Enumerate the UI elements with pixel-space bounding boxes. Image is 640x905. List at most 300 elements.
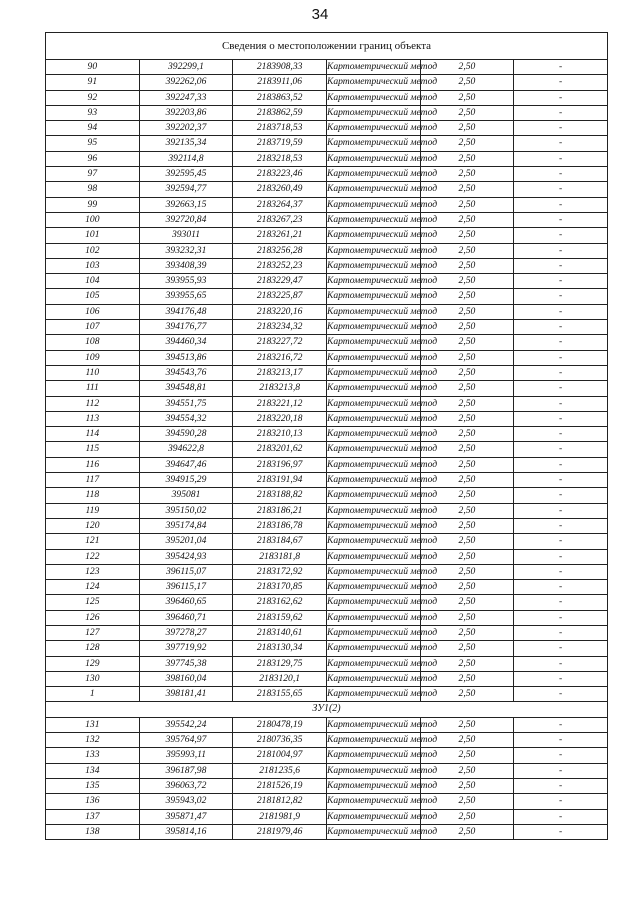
accuracy-cell: 2,50 bbox=[420, 381, 514, 396]
coord-x-cell: 394460,34 bbox=[139, 335, 233, 350]
table-row bbox=[46, 641, 608, 656]
table-row bbox=[46, 121, 608, 136]
coord-x-cell: 394176,48 bbox=[139, 304, 233, 319]
point-number-cell: 124 bbox=[46, 580, 140, 595]
point-number-cell: 111 bbox=[46, 381, 140, 396]
coord-y-cell: 2183229,47 bbox=[233, 274, 327, 289]
description-cell: - bbox=[514, 258, 608, 273]
description-cell: - bbox=[514, 381, 608, 396]
method-cell: Картометрический метод bbox=[326, 442, 420, 457]
point-number-cell: 126 bbox=[46, 610, 140, 625]
coord-y-cell: 2183162,62 bbox=[233, 595, 327, 610]
coord-y-cell: 2183181,8 bbox=[233, 549, 327, 564]
method-cell: Картометрический метод bbox=[326, 549, 420, 564]
point-number-cell: 90 bbox=[46, 60, 140, 75]
description-cell: - bbox=[514, 610, 608, 625]
description-cell: - bbox=[514, 625, 608, 640]
coord-x-cell: 396460,71 bbox=[139, 610, 233, 625]
description-cell: - bbox=[514, 564, 608, 579]
description-cell: - bbox=[514, 488, 608, 503]
coord-x-cell: 392595,45 bbox=[139, 167, 233, 182]
method-cell: Картометрический метод bbox=[326, 60, 420, 75]
point-number-cell: 122 bbox=[46, 549, 140, 564]
accuracy-cell: 2,50 bbox=[420, 197, 514, 212]
point-number-cell: 98 bbox=[46, 182, 140, 197]
description-cell: - bbox=[514, 595, 608, 610]
table-row bbox=[46, 564, 608, 579]
table-row bbox=[46, 595, 608, 610]
method-cell: Картометрический метод bbox=[326, 289, 420, 304]
table-row bbox=[46, 580, 608, 595]
coord-x-cell: 395943,02 bbox=[139, 794, 233, 809]
coord-x-cell: 393011 bbox=[139, 228, 233, 243]
method-cell: Картометрический метод bbox=[326, 151, 420, 166]
coord-x-cell: 392262,06 bbox=[139, 75, 233, 90]
coord-x-cell: 397719,92 bbox=[139, 641, 233, 656]
method-cell: Картометрический метод bbox=[326, 197, 420, 212]
accuracy-cell: 2,50 bbox=[420, 335, 514, 350]
method-cell: Картометрический метод bbox=[326, 733, 420, 748]
accuracy-cell: 2,50 bbox=[420, 671, 514, 686]
point-number-cell: 103 bbox=[46, 258, 140, 273]
table-row bbox=[46, 518, 608, 533]
method-cell: Картометрический метод bbox=[326, 794, 420, 809]
coord-y-cell: 2183196,97 bbox=[233, 457, 327, 472]
coord-y-cell: 2183210,13 bbox=[233, 427, 327, 442]
point-number-cell: 138 bbox=[46, 824, 140, 839]
coord-y-cell: 2183225,87 bbox=[233, 289, 327, 304]
coord-x-cell: 394590,28 bbox=[139, 427, 233, 442]
accuracy-cell: 2,50 bbox=[420, 90, 514, 105]
method-cell: Картометрический метод bbox=[326, 365, 420, 380]
table-row bbox=[46, 381, 608, 396]
point-number-cell: 133 bbox=[46, 748, 140, 763]
method-cell: Картометрический метод bbox=[326, 488, 420, 503]
point-number-cell: 100 bbox=[46, 212, 140, 227]
coord-x-cell: 395542,24 bbox=[139, 717, 233, 732]
accuracy-cell: 2,50 bbox=[420, 580, 514, 595]
coord-y-cell: 2181235,6 bbox=[233, 763, 327, 778]
method-cell: Картометрический метод bbox=[326, 105, 420, 120]
table-row bbox=[46, 151, 608, 166]
coord-x-cell: 392663,15 bbox=[139, 197, 233, 212]
coord-y-cell: 2183188,82 bbox=[233, 488, 327, 503]
description-cell: - bbox=[514, 580, 608, 595]
coord-y-cell: 2183201,62 bbox=[233, 442, 327, 457]
description-cell: - bbox=[514, 289, 608, 304]
point-number-cell: 120 bbox=[46, 518, 140, 533]
coord-x-cell: 393408,39 bbox=[139, 258, 233, 273]
point-number-cell: 109 bbox=[46, 350, 140, 365]
accuracy-cell: 2,50 bbox=[420, 687, 514, 702]
accuracy-cell: 2,50 bbox=[420, 778, 514, 793]
point-number-cell: 110 bbox=[46, 365, 140, 380]
table-row bbox=[46, 258, 608, 273]
accuracy-cell: 2,50 bbox=[420, 182, 514, 197]
coord-x-cell: 392202,37 bbox=[139, 121, 233, 136]
method-cell: Картометрический метод bbox=[326, 212, 420, 227]
point-number-cell: 96 bbox=[46, 151, 140, 166]
coord-y-cell: 2183172,92 bbox=[233, 564, 327, 579]
table-row bbox=[46, 411, 608, 426]
description-cell: - bbox=[514, 90, 608, 105]
accuracy-cell: 2,50 bbox=[420, 748, 514, 763]
coord-y-cell: 2183170,85 bbox=[233, 580, 327, 595]
point-number-cell: 102 bbox=[46, 243, 140, 258]
coord-y-cell: 2183159,62 bbox=[233, 610, 327, 625]
coord-x-cell: 397278,27 bbox=[139, 625, 233, 640]
accuracy-cell: 2,50 bbox=[420, 488, 514, 503]
table-row bbox=[46, 687, 608, 702]
accuracy-cell: 2,50 bbox=[420, 733, 514, 748]
point-number-cell: 114 bbox=[46, 427, 140, 442]
coord-y-cell: 2183186,21 bbox=[233, 503, 327, 518]
method-cell: Картометрический метод bbox=[326, 641, 420, 656]
coord-x-cell: 393955,93 bbox=[139, 274, 233, 289]
description-cell: - bbox=[514, 350, 608, 365]
table-row bbox=[46, 473, 608, 488]
coord-y-cell: 2183221,12 bbox=[233, 396, 327, 411]
table-row bbox=[46, 167, 608, 182]
table-row bbox=[46, 350, 608, 365]
coord-x-cell: 392114,8 bbox=[139, 151, 233, 166]
description-cell: - bbox=[514, 824, 608, 839]
method-cell: Картометрический метод bbox=[326, 534, 420, 549]
method-cell: Картометрический метод bbox=[326, 167, 420, 182]
point-number-cell: 125 bbox=[46, 595, 140, 610]
accuracy-cell: 2,50 bbox=[420, 320, 514, 335]
method-cell: Картометрический метод bbox=[326, 671, 420, 686]
description-cell: - bbox=[514, 197, 608, 212]
coord-x-cell: 394548,81 bbox=[139, 381, 233, 396]
method-cell: Картометрический метод bbox=[326, 304, 420, 319]
point-number-cell: 119 bbox=[46, 503, 140, 518]
description-cell: - bbox=[514, 182, 608, 197]
accuracy-cell: 2,50 bbox=[420, 243, 514, 258]
coord-x-cell: 398181,41 bbox=[139, 687, 233, 702]
coord-x-cell: 396460,65 bbox=[139, 595, 233, 610]
table-row bbox=[46, 534, 608, 549]
point-number-cell: 112 bbox=[46, 396, 140, 411]
coord-x-cell: 394176,77 bbox=[139, 320, 233, 335]
coord-y-cell: 2183227,72 bbox=[233, 335, 327, 350]
coord-x-cell: 396115,17 bbox=[139, 580, 233, 595]
point-number-cell: 113 bbox=[46, 411, 140, 426]
method-cell: Картометрический метод bbox=[326, 457, 420, 472]
table-row bbox=[46, 794, 608, 809]
method-cell: Картометрический метод bbox=[326, 824, 420, 839]
accuracy-cell: 2,50 bbox=[420, 121, 514, 136]
coord-y-cell: 2180478,19 bbox=[233, 717, 327, 732]
coord-y-cell: 2183911,06 bbox=[233, 75, 327, 90]
table-row bbox=[46, 763, 608, 778]
point-number-cell: 121 bbox=[46, 534, 140, 549]
table-row bbox=[46, 274, 608, 289]
point-number-cell: 115 bbox=[46, 442, 140, 457]
accuracy-cell: 2,50 bbox=[420, 411, 514, 426]
description-cell: - bbox=[514, 442, 608, 457]
accuracy-cell: 2,50 bbox=[420, 365, 514, 380]
coord-y-cell: 2181812,82 bbox=[233, 794, 327, 809]
description-cell: - bbox=[514, 778, 608, 793]
point-number-cell: 134 bbox=[46, 763, 140, 778]
coord-y-cell: 2183140,61 bbox=[233, 625, 327, 640]
method-cell: Картометрический метод bbox=[326, 258, 420, 273]
table-row bbox=[46, 75, 608, 90]
description-cell: - bbox=[514, 335, 608, 350]
coord-y-cell: 2181526,19 bbox=[233, 778, 327, 793]
section-label: ЗУ1(2) bbox=[46, 702, 608, 717]
table-row bbox=[46, 243, 608, 258]
description-cell: - bbox=[514, 136, 608, 151]
table-title: Сведения о местоположении границ объекта bbox=[46, 33, 608, 60]
description-cell: - bbox=[514, 641, 608, 656]
point-number-cell: 107 bbox=[46, 320, 140, 335]
description-cell: - bbox=[514, 167, 608, 182]
table-row bbox=[46, 212, 608, 227]
coord-y-cell: 2183186,78 bbox=[233, 518, 327, 533]
point-number-cell: 132 bbox=[46, 733, 140, 748]
table-row bbox=[46, 610, 608, 625]
accuracy-cell: 2,50 bbox=[420, 75, 514, 90]
coord-y-cell: 2183862,59 bbox=[233, 105, 327, 120]
coord-x-cell: 395814,16 bbox=[139, 824, 233, 839]
table-row bbox=[46, 335, 608, 350]
method-cell: Картометрический метод bbox=[326, 687, 420, 702]
description-cell: - bbox=[514, 105, 608, 120]
description-cell: - bbox=[514, 503, 608, 518]
coord-x-cell: 395993,11 bbox=[139, 748, 233, 763]
coord-y-cell: 2183908,33 bbox=[233, 60, 327, 75]
table-row bbox=[46, 503, 608, 518]
point-number-cell: 92 bbox=[46, 90, 140, 105]
coord-x-cell: 395871,47 bbox=[139, 809, 233, 824]
description-cell: - bbox=[514, 60, 608, 75]
table-row bbox=[46, 90, 608, 105]
accuracy-cell: 2,50 bbox=[420, 824, 514, 839]
description-cell: - bbox=[514, 534, 608, 549]
description-cell: - bbox=[514, 748, 608, 763]
coord-y-cell: 2183218,53 bbox=[233, 151, 327, 166]
point-number-cell: 128 bbox=[46, 641, 140, 656]
method-cell: Картометрический метод bbox=[326, 243, 420, 258]
section-row bbox=[46, 702, 608, 717]
table-row bbox=[46, 289, 608, 304]
point-number-cell: 130 bbox=[46, 671, 140, 686]
table-row bbox=[46, 625, 608, 640]
coord-x-cell: 392299,1 bbox=[139, 60, 233, 75]
coord-y-cell: 2183130,34 bbox=[233, 641, 327, 656]
coord-x-cell: 392594,77 bbox=[139, 182, 233, 197]
method-cell: Картометрический метод bbox=[326, 90, 420, 105]
method-cell: Картометрический метод bbox=[326, 228, 420, 243]
description-cell: - bbox=[514, 320, 608, 335]
table-row bbox=[46, 457, 608, 472]
table-row bbox=[46, 396, 608, 411]
accuracy-cell: 2,50 bbox=[420, 641, 514, 656]
description-cell: - bbox=[514, 671, 608, 686]
coord-x-cell: 397745,38 bbox=[139, 656, 233, 671]
accuracy-cell: 2,50 bbox=[420, 151, 514, 166]
coord-x-cell: 392247,33 bbox=[139, 90, 233, 105]
table-row bbox=[46, 182, 608, 197]
method-cell: Картометрический метод bbox=[326, 396, 420, 411]
description-cell: - bbox=[514, 518, 608, 533]
coord-y-cell: 2183129,75 bbox=[233, 656, 327, 671]
point-number-cell: 1 bbox=[46, 687, 140, 702]
table-row bbox=[46, 304, 608, 319]
coord-x-cell: 395150,02 bbox=[139, 503, 233, 518]
method-cell: Картометрический метод bbox=[326, 320, 420, 335]
coord-x-cell: 394543,76 bbox=[139, 365, 233, 380]
coord-x-cell: 395201,04 bbox=[139, 534, 233, 549]
point-number-cell: 99 bbox=[46, 197, 140, 212]
method-cell: Картометрический метод bbox=[326, 778, 420, 793]
coord-y-cell: 2183267,23 bbox=[233, 212, 327, 227]
point-number-cell: 108 bbox=[46, 335, 140, 350]
coord-y-cell: 2183191,94 bbox=[233, 473, 327, 488]
coord-y-cell: 2183256,28 bbox=[233, 243, 327, 258]
accuracy-cell: 2,50 bbox=[420, 549, 514, 564]
table-row bbox=[46, 809, 608, 824]
point-number-cell: 129 bbox=[46, 656, 140, 671]
method-cell: Картометрический метод bbox=[326, 809, 420, 824]
method-cell: Картометрический метод bbox=[326, 564, 420, 579]
description-cell: - bbox=[514, 304, 608, 319]
coord-y-cell: 2183120,1 bbox=[233, 671, 327, 686]
coord-y-cell: 2183719,59 bbox=[233, 136, 327, 151]
table-row bbox=[46, 488, 608, 503]
coord-y-cell: 2183234,32 bbox=[233, 320, 327, 335]
point-number-cell: 131 bbox=[46, 717, 140, 732]
coord-y-cell: 2183184,67 bbox=[233, 534, 327, 549]
table-row bbox=[46, 549, 608, 564]
description-cell: - bbox=[514, 549, 608, 564]
method-cell: Картометрический метод bbox=[326, 763, 420, 778]
method-cell: Картометрический метод bbox=[326, 121, 420, 136]
method-cell: Картометрический метод bbox=[326, 580, 420, 595]
point-number-cell: 127 bbox=[46, 625, 140, 640]
accuracy-cell: 2,50 bbox=[420, 809, 514, 824]
point-number-cell: 106 bbox=[46, 304, 140, 319]
description-cell: - bbox=[514, 809, 608, 824]
description-cell: - bbox=[514, 121, 608, 136]
coord-y-cell: 2181981,9 bbox=[233, 809, 327, 824]
point-number-cell: 97 bbox=[46, 167, 140, 182]
accuracy-cell: 2,50 bbox=[420, 427, 514, 442]
coord-x-cell: 394647,46 bbox=[139, 457, 233, 472]
table-row bbox=[46, 717, 608, 732]
table-row bbox=[46, 228, 608, 243]
accuracy-cell: 2,50 bbox=[420, 595, 514, 610]
coord-y-cell: 2183213,8 bbox=[233, 381, 327, 396]
page-number: 34 bbox=[311, 6, 329, 23]
point-number-cell: 94 bbox=[46, 121, 140, 136]
description-cell: - bbox=[514, 396, 608, 411]
accuracy-cell: 2,50 bbox=[420, 610, 514, 625]
coord-x-cell: 396187,98 bbox=[139, 763, 233, 778]
accuracy-cell: 2,50 bbox=[420, 534, 514, 549]
point-number-cell: 137 bbox=[46, 809, 140, 824]
table-row bbox=[46, 320, 608, 335]
description-cell: - bbox=[514, 243, 608, 258]
accuracy-cell: 2,50 bbox=[420, 396, 514, 411]
accuracy-cell: 2,50 bbox=[420, 625, 514, 640]
accuracy-cell: 2,50 bbox=[420, 656, 514, 671]
table-title-row bbox=[46, 33, 608, 60]
table-row bbox=[46, 365, 608, 380]
point-number-cell: 136 bbox=[46, 794, 140, 809]
accuracy-cell: 2,50 bbox=[420, 258, 514, 273]
method-cell: Картометрический метод bbox=[326, 625, 420, 640]
accuracy-cell: 2,50 bbox=[420, 304, 514, 319]
coord-y-cell: 2183718,53 bbox=[233, 121, 327, 136]
table-row bbox=[46, 442, 608, 457]
accuracy-cell: 2,50 bbox=[420, 794, 514, 809]
accuracy-cell: 2,50 bbox=[420, 763, 514, 778]
coord-x-cell: 392203,86 bbox=[139, 105, 233, 120]
table-row bbox=[46, 748, 608, 763]
coord-y-cell: 2181004,97 bbox=[233, 748, 327, 763]
coord-y-cell: 2180736,35 bbox=[233, 733, 327, 748]
description-cell: - bbox=[514, 717, 608, 732]
coord-x-cell: 392135,34 bbox=[139, 136, 233, 151]
coord-x-cell: 393232,31 bbox=[139, 243, 233, 258]
method-cell: Картометрический метод bbox=[326, 518, 420, 533]
point-number-cell: 116 bbox=[46, 457, 140, 472]
point-number-cell: 93 bbox=[46, 105, 140, 120]
description-cell: - bbox=[514, 212, 608, 227]
accuracy-cell: 2,50 bbox=[420, 564, 514, 579]
method-cell: Картометрический метод bbox=[326, 274, 420, 289]
description-cell: - bbox=[514, 763, 608, 778]
coord-y-cell: 2183223,46 bbox=[233, 167, 327, 182]
description-cell: - bbox=[514, 274, 608, 289]
description-cell: - bbox=[514, 687, 608, 702]
point-number-cell: 91 bbox=[46, 75, 140, 90]
coord-y-cell: 2183260,49 bbox=[233, 182, 327, 197]
point-number-cell: 101 bbox=[46, 228, 140, 243]
method-cell: Картометрический метод bbox=[326, 75, 420, 90]
coord-x-cell: 394622,8 bbox=[139, 442, 233, 457]
coord-x-cell: 396115,07 bbox=[139, 564, 233, 579]
accuracy-cell: 2,50 bbox=[420, 289, 514, 304]
table-row bbox=[46, 656, 608, 671]
point-number-cell: 95 bbox=[46, 136, 140, 151]
point-number-cell: 105 bbox=[46, 289, 140, 304]
table-row bbox=[46, 197, 608, 212]
point-number-cell: 135 bbox=[46, 778, 140, 793]
method-cell: Картометрический метод bbox=[326, 503, 420, 518]
accuracy-cell: 2,50 bbox=[420, 167, 514, 182]
coord-x-cell: 394513,86 bbox=[139, 350, 233, 365]
accuracy-cell: 2,50 bbox=[420, 60, 514, 75]
accuracy-cell: 2,50 bbox=[420, 212, 514, 227]
boundary-table bbox=[45, 32, 608, 840]
table-row bbox=[46, 427, 608, 442]
description-cell: - bbox=[514, 457, 608, 472]
description-cell: - bbox=[514, 656, 608, 671]
method-cell: Картометрический метод bbox=[326, 136, 420, 151]
description-cell: - bbox=[514, 733, 608, 748]
coord-x-cell: 392720,84 bbox=[139, 212, 233, 227]
coord-x-cell: 395424,93 bbox=[139, 549, 233, 564]
method-cell: Картометрический метод bbox=[326, 656, 420, 671]
accuracy-cell: 2,50 bbox=[420, 473, 514, 488]
table-row bbox=[46, 105, 608, 120]
table-row bbox=[46, 778, 608, 793]
coord-y-cell: 2183220,18 bbox=[233, 411, 327, 426]
